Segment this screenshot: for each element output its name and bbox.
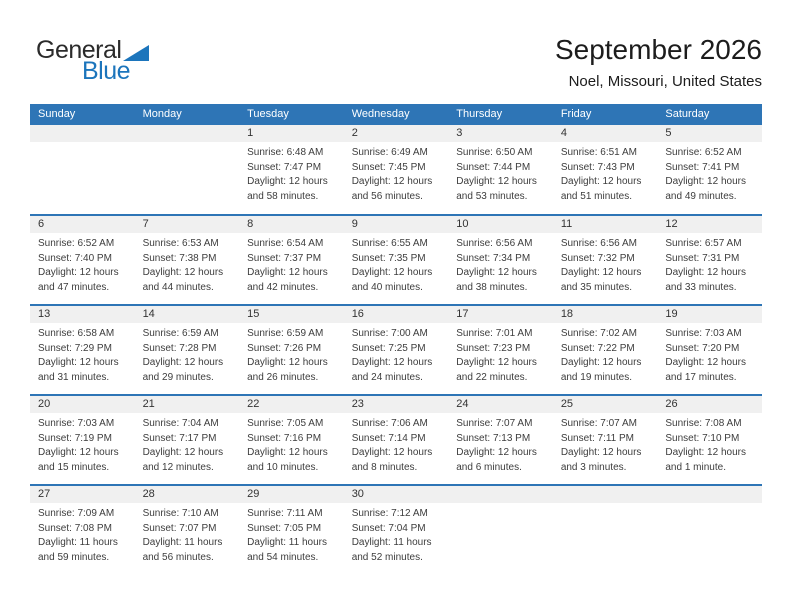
calendar-day-cell [657, 305, 762, 395]
calendar-table [30, 104, 762, 575]
sunset-text: Sunset: 7:32 PM [560, 252, 635, 264]
daylight-text: Daylight: 12 hours and 19 minutes. [560, 357, 642, 383]
calendar-week-row [30, 395, 762, 485]
day-number: 18 [553, 306, 658, 323]
day-details [344, 503, 449, 565]
weekday-header-sunday: Sunday [30, 104, 135, 125]
sunrise-text: Sunrise: 7:12 AM [351, 508, 428, 519]
daylight-text: Daylight: 12 hours and 22 minutes. [456, 357, 537, 383]
daylight-text: Daylight: 12 hours and 26 minutes. [247, 357, 328, 383]
daylight-text: Daylight: 12 hours and 51 minutes. [560, 176, 642, 202]
sunrise-text: Sunrise: 6:57 AM [665, 238, 742, 249]
sunrise-text: Sunrise: 7:03 AM [665, 328, 742, 339]
day-number: 27 [30, 486, 135, 503]
day-number: 24 [448, 396, 553, 413]
sunrise-text: Sunrise: 6:52 AM [38, 238, 115, 249]
sunset-text: Sunset: 7:22 PM [560, 342, 635, 354]
calendar-day-cell [239, 395, 344, 485]
calendar-day-cell [553, 305, 658, 395]
calendar-empty-cell [135, 125, 240, 215]
calendar-day-cell [657, 125, 762, 215]
day-number: 30 [344, 486, 449, 503]
day-number: 11 [553, 216, 658, 233]
calendar-day-cell [135, 485, 240, 575]
sunset-text: Sunset: 7:44 PM [456, 161, 531, 173]
day-details [657, 142, 762, 204]
daylight-text: Daylight: 12 hours and 17 minutes. [665, 357, 746, 383]
sunrise-text: Sunrise: 7:07 AM [560, 418, 637, 429]
daylight-text: Daylight: 12 hours and 1 minute. [665, 447, 746, 473]
sunset-text: Sunset: 7:34 PM [456, 252, 531, 264]
calendar-day-cell [30, 215, 135, 305]
day-number: 21 [135, 396, 240, 413]
day-number: 9 [344, 216, 449, 233]
weekday-header-row [30, 104, 762, 125]
calendar-day-cell [448, 305, 553, 395]
day-number: 14 [135, 306, 240, 323]
sunrise-text: Sunrise: 7:02 AM [560, 328, 637, 339]
sunset-text: Sunset: 7:11 PM [560, 432, 635, 444]
day-details [239, 413, 344, 475]
day-details [239, 142, 344, 204]
day-number [135, 125, 240, 142]
calendar-day-cell [135, 395, 240, 485]
sunrise-text: Sunrise: 6:51 AM [560, 147, 637, 158]
calendar-day-cell [30, 305, 135, 395]
daylight-text: Daylight: 12 hours and 56 minutes. [351, 176, 433, 202]
weekday-header-wednesday: Wednesday [344, 104, 449, 125]
day-number: 26 [657, 396, 762, 413]
day-details [448, 413, 553, 475]
sunset-text: Sunset: 7:13 PM [456, 432, 531, 444]
day-details [448, 323, 553, 385]
calendar-day-cell [344, 215, 449, 305]
daylight-text: Daylight: 12 hours and 10 minutes. [247, 447, 328, 473]
sunrise-text: Sunrise: 6:58 AM [38, 328, 115, 339]
page-title: September 2026 [554, 34, 762, 65]
day-details [657, 233, 762, 295]
day-details [135, 413, 240, 475]
day-details [135, 233, 240, 295]
daylight-text: Daylight: 11 hours and 56 minutes. [142, 537, 223, 563]
sunrise-text: Sunrise: 7:07 AM [456, 418, 533, 429]
calendar-empty-cell [657, 485, 762, 575]
daylight-text: Daylight: 12 hours and 49 minutes. [665, 176, 746, 202]
day-number: 12 [657, 216, 762, 233]
calendar-week-row [30, 305, 762, 395]
sunset-text: Sunset: 7:16 PM [247, 432, 322, 444]
sunset-text: Sunset: 7:17 PM [142, 432, 217, 444]
daylight-text: Daylight: 12 hours and 47 minutes. [38, 267, 119, 293]
sunrise-text: Sunrise: 7:05 AM [247, 418, 324, 429]
daylight-text: Daylight: 12 hours and 8 minutes. [351, 447, 433, 473]
calendar-day-cell [239, 215, 344, 305]
day-details [30, 413, 135, 475]
sunrise-text: Sunrise: 7:10 AM [142, 508, 219, 519]
sunrise-text: Sunrise: 6:59 AM [142, 328, 219, 339]
calendar-day-cell [553, 215, 658, 305]
daylight-text: Daylight: 12 hours and 38 minutes. [456, 267, 537, 293]
daylight-text: Daylight: 12 hours and 35 minutes. [560, 267, 642, 293]
sunset-text: Sunset: 7:35 PM [351, 252, 426, 264]
day-number [30, 125, 135, 142]
daylight-text: Daylight: 12 hours and 29 minutes. [142, 357, 224, 383]
day-number: 4 [553, 125, 658, 142]
day-details [553, 413, 658, 475]
calendar-week-row [30, 485, 762, 575]
sunrise-text: Sunrise: 6:55 AM [351, 238, 428, 249]
day-details [553, 323, 658, 385]
daylight-text: Daylight: 12 hours and 44 minutes. [142, 267, 224, 293]
calendar-day-cell [239, 485, 344, 575]
day-number: 20 [30, 396, 135, 413]
day-details [30, 233, 135, 295]
sunrise-text: Sunrise: 7:04 AM [142, 418, 219, 429]
calendar-body [30, 125, 762, 575]
calendar-empty-cell [30, 125, 135, 215]
calendar-day-cell [239, 305, 344, 395]
calendar-day-cell [30, 395, 135, 485]
day-details [239, 233, 344, 295]
day-number: 17 [448, 306, 553, 323]
calendar-day-cell [344, 305, 449, 395]
weekday-header-tuesday: Tuesday [239, 104, 344, 125]
calendar-day-cell [344, 125, 449, 215]
sunrise-text: Sunrise: 7:03 AM [38, 418, 115, 429]
day-number: 13 [30, 306, 135, 323]
sunset-text: Sunset: 7:20 PM [665, 342, 740, 354]
logo-word-blue: Blue [82, 57, 131, 85]
calendar-week-row [30, 125, 762, 215]
sunset-text: Sunset: 7:19 PM [38, 432, 112, 444]
day-number: 1 [239, 125, 344, 142]
day-number: 7 [135, 216, 240, 233]
sunset-text: Sunset: 7:29 PM [38, 342, 112, 354]
daylight-text: Daylight: 12 hours and 42 minutes. [247, 267, 328, 293]
day-number: 29 [239, 486, 344, 503]
day-number: 6 [30, 216, 135, 233]
calendar-day-cell [344, 395, 449, 485]
day-number: 8 [239, 216, 344, 233]
sunrise-text: Sunrise: 6:54 AM [247, 238, 324, 249]
general-blue-logo [36, 38, 186, 84]
calendar-day-cell [448, 215, 553, 305]
sunset-text: Sunset: 7:26 PM [247, 342, 322, 354]
logo-word-general: General [36, 36, 122, 64]
day-details [657, 323, 762, 385]
weekday-header-friday: Friday [553, 104, 658, 125]
sunset-text: Sunset: 7:23 PM [456, 342, 531, 354]
day-details [657, 413, 762, 475]
sunset-text: Sunset: 7:40 PM [38, 252, 112, 264]
sunrise-text: Sunrise: 6:56 AM [456, 238, 533, 249]
sunrise-text: Sunrise: 7:11 AM [247, 508, 323, 519]
sunrise-text: Sunrise: 7:00 AM [351, 328, 428, 339]
sunrise-text: Sunrise: 7:01 AM [456, 328, 533, 339]
calendar-day-cell [448, 125, 553, 215]
sunrise-text: Sunrise: 6:50 AM [456, 147, 533, 158]
calendar-week-row [30, 215, 762, 305]
day-number: 3 [448, 125, 553, 142]
calendar-day-cell [448, 395, 553, 485]
calendar-day-cell [657, 215, 762, 305]
sunset-text: Sunset: 7:05 PM [247, 522, 322, 534]
sunset-text: Sunset: 7:07 PM [142, 522, 217, 534]
calendar-day-cell [344, 485, 449, 575]
weekday-header-monday: Monday [135, 104, 240, 125]
daylight-text: Daylight: 12 hours and 6 minutes. [456, 447, 537, 473]
sunset-text: Sunset: 7:10 PM [665, 432, 740, 444]
daylight-text: Daylight: 12 hours and 53 minutes. [456, 176, 537, 202]
day-number: 22 [239, 396, 344, 413]
calendar-day-cell [135, 305, 240, 395]
sunrise-text: Sunrise: 7:09 AM [38, 508, 115, 519]
day-details [448, 233, 553, 295]
calendar-empty-cell [553, 485, 658, 575]
day-number: 23 [344, 396, 449, 413]
sunset-text: Sunset: 7:08 PM [38, 522, 112, 534]
sunrise-text: Sunrise: 6:53 AM [142, 238, 219, 249]
sunset-text: Sunset: 7:41 PM [665, 161, 740, 173]
day-details [239, 503, 344, 565]
sunset-text: Sunset: 7:47 PM [247, 161, 322, 173]
day-details [30, 503, 135, 565]
day-number: 10 [448, 216, 553, 233]
day-details [30, 323, 135, 385]
daylight-text: Daylight: 12 hours and 24 minutes. [351, 357, 433, 383]
title-block [555, 34, 762, 90]
sunset-text: Sunset: 7:04 PM [351, 522, 426, 534]
sunrise-text: Sunrise: 6:48 AM [247, 147, 324, 158]
calendar-day-cell [553, 395, 658, 485]
day-details [448, 142, 553, 204]
sunset-text: Sunset: 7:45 PM [351, 161, 426, 173]
sunrise-text: Sunrise: 6:56 AM [560, 238, 637, 249]
sunset-text: Sunset: 7:38 PM [142, 252, 217, 264]
weekday-header-thursday: Thursday [448, 104, 553, 125]
sunrise-text: Sunrise: 6:52 AM [665, 147, 742, 158]
day-details [135, 323, 240, 385]
day-number: 2 [344, 125, 449, 142]
day-details [344, 323, 449, 385]
calendar-day-cell [239, 125, 344, 215]
day-details [344, 142, 449, 204]
sunrise-text: Sunrise: 7:06 AM [351, 418, 428, 429]
weekday-header-saturday: Saturday [657, 104, 762, 125]
daylight-text: Daylight: 11 hours and 52 minutes. [351, 537, 432, 563]
calendar-day-cell [553, 125, 658, 215]
sunrise-text: Sunrise: 6:49 AM [351, 147, 428, 158]
day-number: 28 [135, 486, 240, 503]
day-number: 19 [657, 306, 762, 323]
day-number: 16 [344, 306, 449, 323]
day-details [344, 413, 449, 475]
day-details [344, 233, 449, 295]
day-number: 25 [553, 396, 658, 413]
calendar-empty-cell [448, 485, 553, 575]
calendar-day-cell [657, 395, 762, 485]
daylight-text: Daylight: 12 hours and 15 minutes. [38, 447, 119, 473]
sunset-text: Sunset: 7:31 PM [665, 252, 740, 264]
day-number: 15 [239, 306, 344, 323]
daylight-text: Daylight: 12 hours and 33 minutes. [665, 267, 746, 293]
calendar-day-cell [30, 485, 135, 575]
day-number [657, 486, 762, 503]
daylight-text: Daylight: 12 hours and 31 minutes. [38, 357, 119, 383]
sunset-text: Sunset: 7:43 PM [560, 161, 635, 173]
day-details [553, 233, 658, 295]
day-details [553, 142, 658, 204]
day-number [553, 486, 658, 503]
daylight-text: Daylight: 12 hours and 3 minutes. [560, 447, 642, 473]
day-details [135, 503, 240, 565]
daylight-text: Daylight: 12 hours and 12 minutes. [142, 447, 224, 473]
daylight-text: Daylight: 12 hours and 58 minutes. [247, 176, 328, 202]
page-subtitle: Noel, Missouri, United States [568, 73, 762, 91]
sunset-text: Sunset: 7:28 PM [142, 342, 217, 354]
calendar-day-cell [135, 215, 240, 305]
day-details [239, 323, 344, 385]
sunrise-text: Sunrise: 7:08 AM [665, 418, 742, 429]
sunset-text: Sunset: 7:25 PM [351, 342, 426, 354]
day-number: 5 [657, 125, 762, 142]
sunset-text: Sunset: 7:14 PM [351, 432, 426, 444]
day-number [448, 486, 553, 503]
daylight-text: Daylight: 11 hours and 54 minutes. [247, 537, 327, 563]
sunset-text: Sunset: 7:37 PM [247, 252, 322, 264]
daylight-text: Daylight: 12 hours and 40 minutes. [351, 267, 433, 293]
sunrise-text: Sunrise: 6:59 AM [247, 328, 324, 339]
daylight-text: Daylight: 11 hours and 59 minutes. [38, 537, 118, 563]
